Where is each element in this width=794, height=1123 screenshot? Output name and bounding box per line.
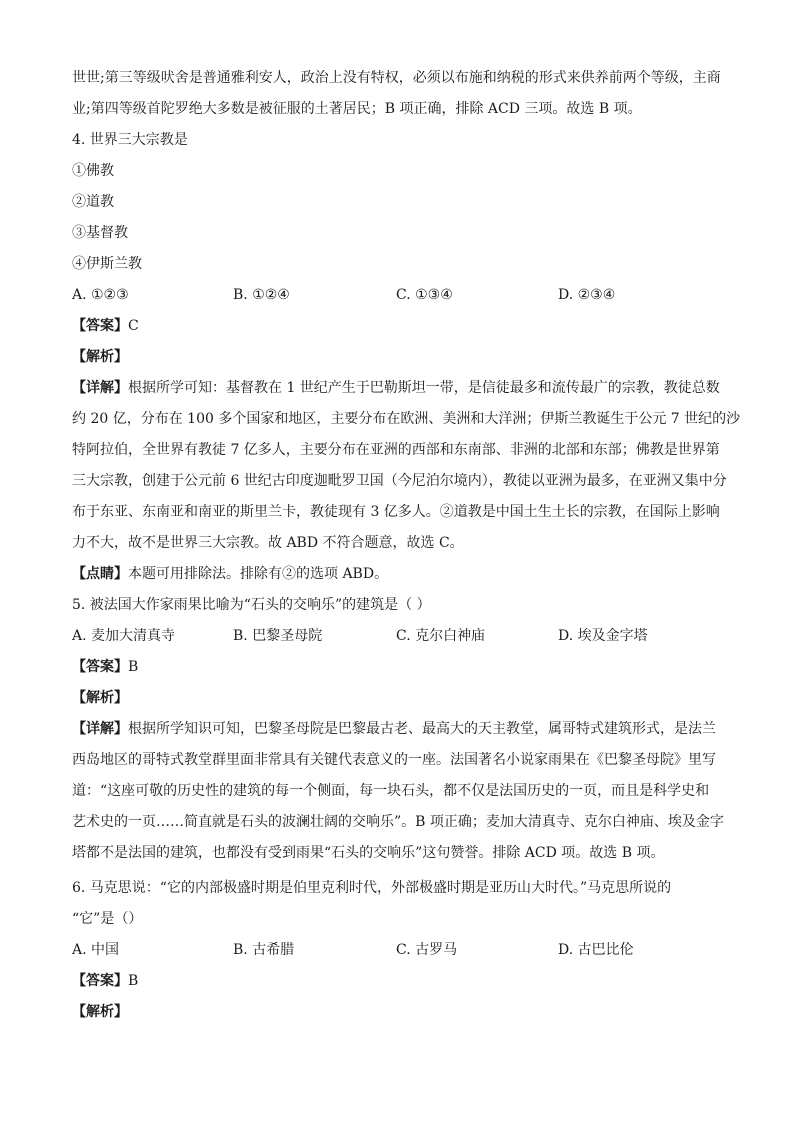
option-a: A. ①②③ xyxy=(72,287,129,303)
tip-text: 本题可用排除法。排除有②的选项 ABD。 xyxy=(128,566,389,582)
answer-line xyxy=(72,971,138,991)
option-b: B. ①②④ xyxy=(233,287,290,303)
paragraph-line: 三大宗教，创建于公元前 6 世纪古印度迦毗罗卫国（今尼泊尔境内），教徒以亚洲为最多，在亚洲又集中分 xyxy=(72,473,727,489)
paragraph-line: 西岛地区的哥特式教堂群里面非常具有关键代表意义的一座。法国著名小说家雨果在《巴黎圣母院》里写 xyxy=(72,752,716,768)
detail-line xyxy=(72,378,720,398)
question-6-stem: “它”是（） xyxy=(72,911,143,927)
paragraph-line: 世世;第三等级吠舍是普通雅利安人，政治上没有特权，必须以布施和纳税的形式来供养前两个等级，主商 xyxy=(72,70,721,86)
question-4-item: ②道教 xyxy=(72,194,114,210)
paragraph-line: 特阿拉伯，全世界有教徒 7 亿多人，主要分布在亚洲的西部和东南部、非洲的北部和东部；佛教是世界第 xyxy=(72,442,720,458)
detail-label: 【详解】 xyxy=(72,721,128,737)
answer-value: C xyxy=(128,318,139,334)
option-a: A. 中国 xyxy=(72,942,120,958)
option-b: B. 古希腊 xyxy=(233,942,295,958)
question-5-options xyxy=(72,626,722,646)
option-c: C. ①③④ xyxy=(396,287,453,303)
analysis-label: 【解析】 xyxy=(72,349,128,365)
answer-label: 【答案】 xyxy=(72,659,128,675)
analysis-line xyxy=(72,1002,128,1022)
analysis-label: 【解析】 xyxy=(72,690,128,706)
detail-text: 根据所学可知：基督教在 1 世纪产生于巴勒斯坦一带，是信徒最多和流传最广的宗教，教徒总数 xyxy=(128,380,720,396)
paragraph-line: 道：“这座可敬的历史性的建筑的每一个侧面，每一块石头，都不仅是法国历史的一页，而且是科学史和 xyxy=(72,783,710,799)
question-4-item: ④伊斯兰教 xyxy=(72,256,142,272)
answer-label: 【答案】 xyxy=(72,318,128,334)
answer-line xyxy=(72,657,138,677)
paragraph-line: 艺术史的一页……简直就是石头的波澜壮阔的交响乐”。B 项正确；麦加大清真寺、克尔白神庙、埃及金字 xyxy=(72,814,724,830)
paragraph-line: 业;第四等级首陀罗绝大多数是被征服的土著居民；B 项正确，排除 ACD 三项。故选 B 项。 xyxy=(72,101,642,117)
question-4-stem: 4. 世界三大宗教是 xyxy=(72,132,188,148)
paragraph-line: 塔都不是法国的建筑，也都没有受到雨果“石头的交响乐”这句赞誉。排除 ACD 项。故选 B 项。 xyxy=(72,845,665,861)
question-4-options xyxy=(72,285,722,305)
question-6-options xyxy=(72,940,722,960)
paragraph-line: 布于东亚、东南亚和南亚的斯里兰卡，教徒现有 3 亿多人。②道教是中国土生土长的宗教，在国际上影响 xyxy=(72,504,720,520)
analysis-label: 【解析】 xyxy=(72,1004,128,1020)
tip-line xyxy=(72,564,388,584)
option-d: D. 埃及金字塔 xyxy=(558,628,648,644)
question-5-stem: 5. 被法国大作家雨果比喻为“石头的交响乐”的建筑是（ ） xyxy=(72,597,431,613)
tip-label: 【点睛】 xyxy=(72,566,128,582)
analysis-line xyxy=(72,347,128,367)
analysis-line xyxy=(72,688,128,708)
option-b: B. 巴黎圣母院 xyxy=(233,628,323,644)
question-4-item: ①佛教 xyxy=(72,163,114,179)
answer-label: 【答案】 xyxy=(72,973,128,989)
detail-line xyxy=(72,719,716,739)
detail-text: 根据所学知识可知，巴黎圣母院是巴黎最古老、最高大的天主教堂，属哥特式建筑形式，是法兰 xyxy=(128,721,716,737)
answer-value: B xyxy=(128,659,139,675)
paragraph-line: 力不大，故不是世界三大宗教。故 ABD 不符合题意，故选 C。 xyxy=(72,535,464,551)
option-c: C. 古罗马 xyxy=(396,942,458,958)
paragraph-line: 约 20 亿，分布在 100 多个国家和地区，主要分布在欧洲、美洲和大洋洲；伊斯兰教诞生于公元 7 世纪的沙 xyxy=(72,411,741,427)
option-d: D. ②③④ xyxy=(558,287,616,303)
option-c: C. 克尔白神庙 xyxy=(396,628,486,644)
question-4-item: ③基督教 xyxy=(72,225,128,241)
option-d: D. 古巴比伦 xyxy=(558,942,634,958)
detail-label: 【详解】 xyxy=(72,380,128,396)
answer-line xyxy=(72,316,139,336)
question-6-stem: 6. 马克思说：“它的内部极盛时期是伯里克利时代，外部极盛时期是亚历山大时代。”马克思所说的 xyxy=(72,880,672,896)
answer-value: B xyxy=(128,973,139,989)
option-a: A. 麦加大清真寺 xyxy=(72,628,176,644)
